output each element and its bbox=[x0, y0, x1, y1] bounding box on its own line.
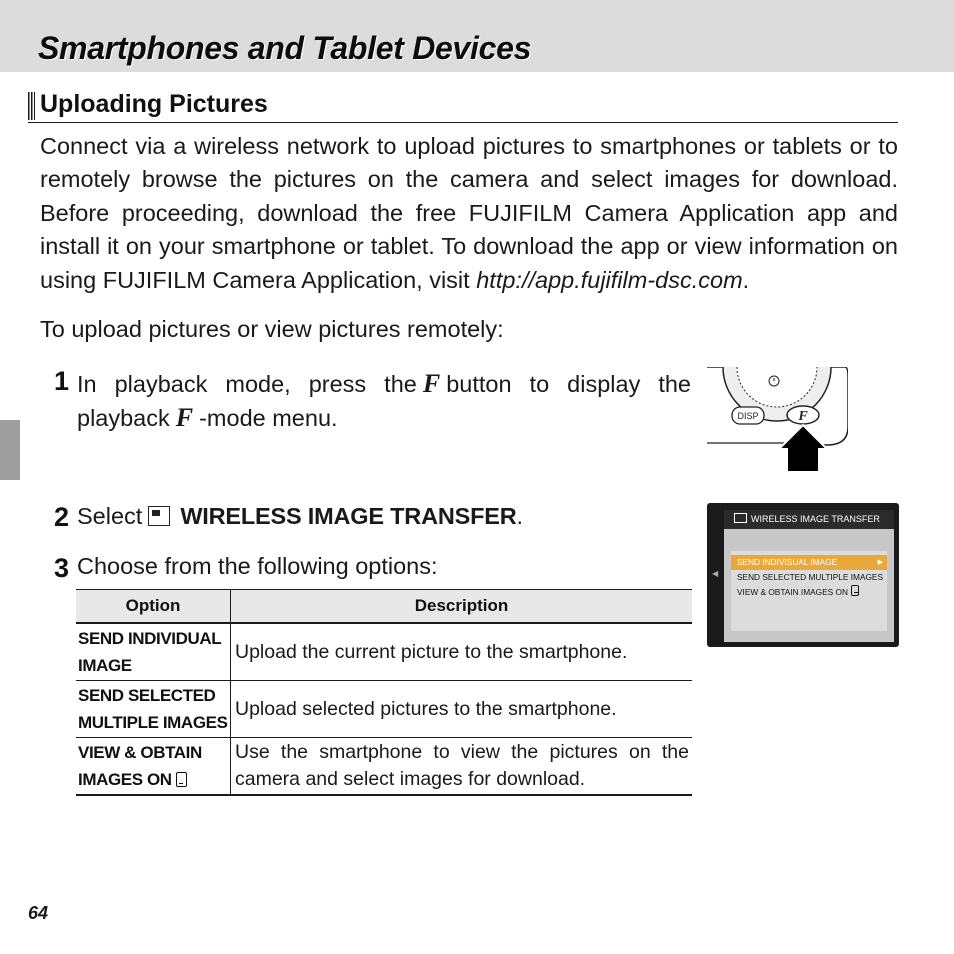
left-arrow-icon: ◀ bbox=[712, 569, 719, 578]
option-name: SEND INDIVIDUAL IMAGE bbox=[76, 623, 231, 681]
options-table bbox=[76, 589, 692, 796]
step-2-number: 2 bbox=[54, 502, 70, 532]
step-2-part-a: Select bbox=[77, 503, 143, 529]
page-number: 64 bbox=[28, 903, 49, 923]
lcd-header bbox=[724, 510, 894, 529]
smartphone-icon bbox=[176, 772, 187, 787]
table-row bbox=[76, 681, 692, 738]
lcd-option-send-selected: SEND SELECTED MULTIPLE IMAGES bbox=[737, 572, 883, 582]
lcd-option-view-obtain bbox=[731, 585, 887, 600]
option-name-cell bbox=[76, 738, 231, 796]
f-mode-icon: F bbox=[175, 403, 194, 432]
step-1-part-c: -mode menu. bbox=[199, 405, 338, 431]
intro-end: . bbox=[742, 266, 750, 293]
step-2-text bbox=[77, 503, 523, 530]
option-description: Use the smartphone to view the pictures on the camera and select images for download. bbox=[231, 738, 693, 796]
disp-label: DISP bbox=[737, 411, 759, 421]
smartphone-icon bbox=[851, 585, 859, 596]
f-button-icon: F bbox=[422, 369, 441, 398]
chapter-title: Smartphones and Tablet Devices bbox=[38, 30, 532, 66]
option-name: VIEW & OBTAIN IMAGES ON bbox=[78, 743, 202, 789]
app-url-link[interactable]: http://app.fujifilm-dsc.com bbox=[476, 266, 743, 293]
camera-back-illustration bbox=[707, 367, 848, 472]
procedure-lead: To upload pictures or view pictures remotely: bbox=[40, 316, 504, 342]
option-column-header: Option bbox=[76, 590, 231, 624]
lcd-options-panel bbox=[731, 551, 887, 631]
step-1-part-a: In playback mode, press the bbox=[77, 371, 417, 397]
lcd-header-label: WIRELESS IMAGE TRANSFER bbox=[751, 514, 880, 524]
lcd-option-view-obtain-label: VIEW & OBTAIN IMAGES ON bbox=[737, 587, 848, 597]
option-description: Upload the current picture to the smartphone. bbox=[231, 623, 693, 681]
section-marker bbox=[28, 92, 35, 120]
table-row bbox=[76, 738, 692, 796]
step-1-part-b: button to display the playback bbox=[77, 371, 691, 431]
lcd-screen bbox=[724, 510, 894, 642]
step-3-text: Choose from the following options: bbox=[77, 553, 438, 579]
step-2-part-b: . bbox=[516, 503, 524, 529]
description-column-header: Description bbox=[231, 590, 693, 624]
option-description: Upload selected pictures to the smartphone. bbox=[231, 681, 693, 738]
wireless-transfer-icon bbox=[148, 506, 170, 526]
option-name: SEND SELECTED MULTIPLE IMAGES bbox=[76, 681, 231, 738]
section-heading bbox=[28, 90, 898, 123]
wireless-transfer-icon bbox=[734, 513, 747, 523]
intro-text: Connect via a wireless network to upload pictures to smartphones or tablets or to remotely browse the pictures on the camera and select images for download. Before proceeding, download the free FUJIFILM Camera Application app and install it on your smartphone or tablet. To download the app or view information on using FUJIFILM Camera Application, visit bbox=[40, 133, 898, 293]
menu-item-name: WIRELESS IMAGE TRANSFER bbox=[180, 503, 517, 529]
table-row bbox=[76, 623, 692, 681]
step-1-text bbox=[77, 367, 691, 435]
section-title: Uploading Pictures bbox=[40, 90, 268, 118]
step-3-number: 3 bbox=[54, 553, 70, 583]
step-1-number: 1 bbox=[54, 366, 70, 396]
chapter-banner bbox=[0, 0, 954, 72]
table-header-row bbox=[76, 590, 692, 624]
chapter-tab bbox=[0, 420, 20, 480]
lcd-menu-illustration bbox=[707, 503, 899, 647]
intro-paragraph bbox=[40, 130, 898, 297]
f-button-label: F bbox=[798, 409, 808, 424]
lcd-option-send-individual: SEND INDIVISUAL IMAGE ▶ bbox=[731, 555, 887, 570]
